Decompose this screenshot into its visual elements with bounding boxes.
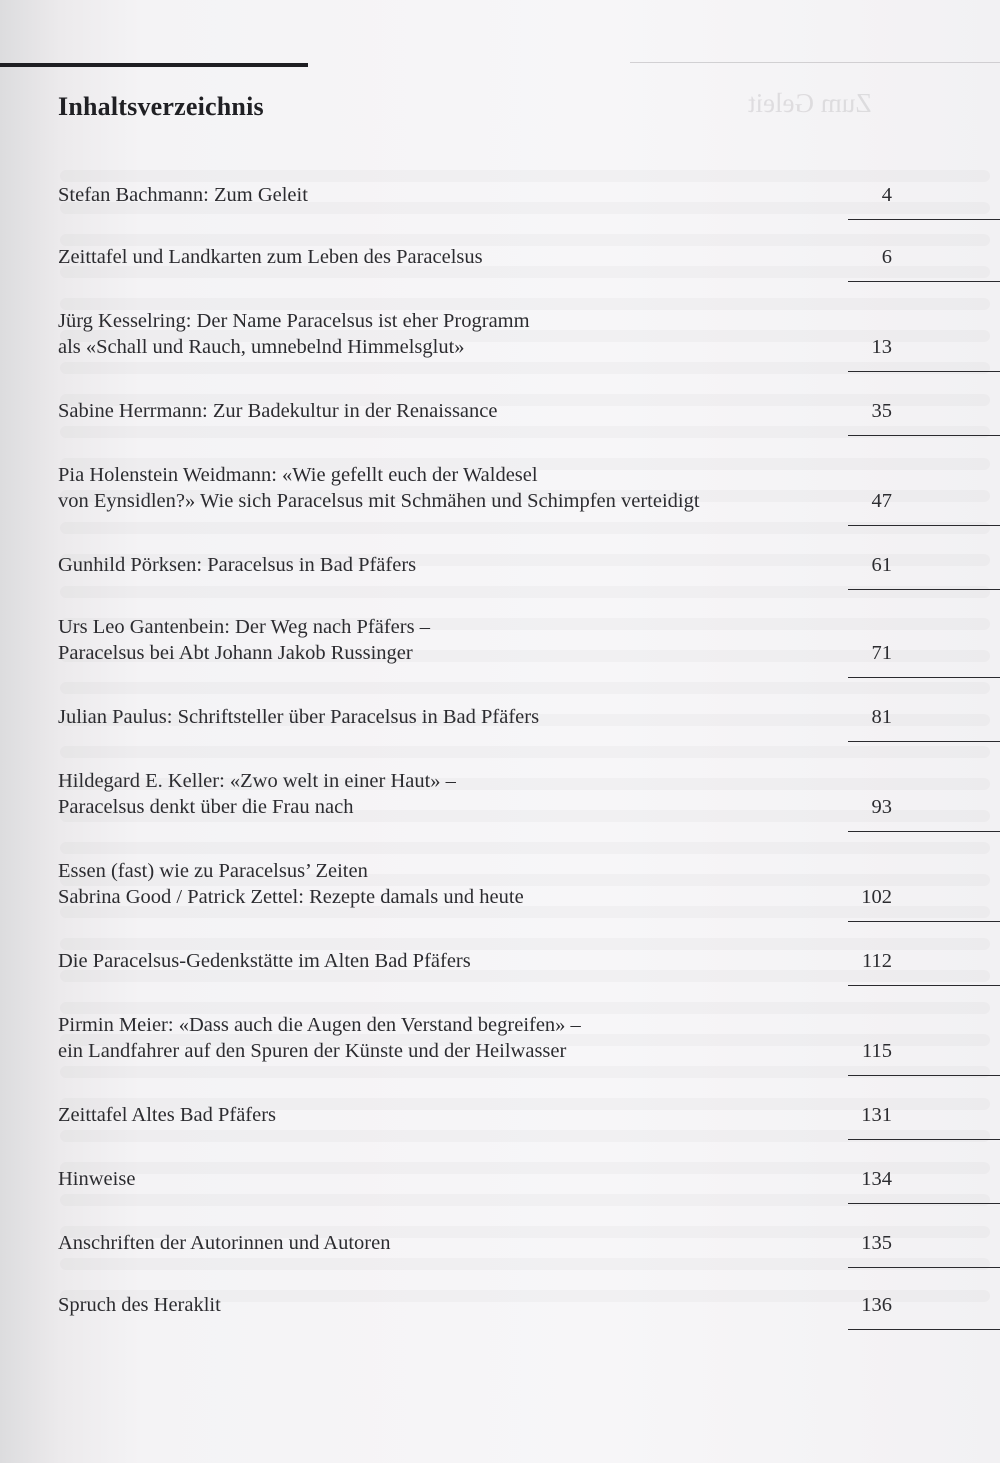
toc-entry-title [58,398,838,424]
page-number-rule [848,525,1000,526]
toc-entry-title [58,768,838,820]
toc-entry-line: Anschriften der Autorinnen und Autoren [58,1232,391,1254]
page-number-rule [848,985,1000,986]
show-through-line [60,682,990,694]
page-number-rule [848,741,1000,742]
page-number-rule [848,1329,1000,1330]
toc-entry-line: Sabine Herrmann: Zur Badekultur in der Renaissance [58,400,498,422]
show-through-line [60,426,990,438]
toc-entry-title [58,244,838,270]
show-through-line [60,522,990,534]
toc-entry-title [58,1102,838,1128]
toc-entry-line: Stefan Bachmann: Zum Geleit [58,184,308,206]
toc-entry-line: Paracelsus denkt über die Frau nach [58,796,354,818]
show-through-line [60,586,990,598]
toc-entry-line: Zeittafel Altes Bad Pfäfers [58,1104,277,1126]
toc-entry [58,1012,1000,1064]
toc-entry-title [58,1166,838,1192]
toc-entry [58,462,1000,514]
toc-entry-line: Hinweise [58,1168,136,1190]
page-number-rule [848,435,1000,436]
toc-entry [58,244,1000,270]
show-through-line [60,1130,990,1142]
page-number-rule [848,677,1000,678]
toc-page-number: 81 [871,706,892,728]
toc-entry-line: Hildegard E. Keller: «Zwo welt in einer Haut» – [58,770,456,792]
toc-page-number: 47 [871,490,892,512]
toc-entry-title [58,308,838,360]
top-rule [0,63,308,67]
toc-entry [58,858,1000,910]
toc-entry-line: Essen (fast) wie zu Paracelsus’ Zeiten [58,860,368,882]
toc-entry [58,398,1000,424]
toc-page-number: 93 [871,796,892,818]
toc-page-number: 61 [871,554,892,576]
toc-entry [58,704,1000,730]
toc-entry-line: ein Landfahrer auf den Spuren der Künste und der Heilwasser [58,1040,567,1062]
toc-entry [58,1292,1000,1318]
toc-entry-line: Zeittafel und Landkarten zum Leben des Paracelsus [58,246,483,268]
toc-entry [58,1166,1000,1192]
toc-page-number: 71 [871,642,892,664]
page-number-rule [848,371,1000,372]
toc-page-number: 112 [862,950,892,972]
toc-page-number: 131 [861,1104,892,1126]
toc-entry-title [58,704,838,730]
page-number-rule [848,1139,1000,1140]
show-through-line [60,842,990,854]
toc-entry-line: Spruch des Heraklit [58,1294,221,1316]
toc-page-number: 4 [881,184,892,206]
toc-entry [58,1102,1000,1128]
toc-entry-title [58,948,838,974]
toc-page-number: 102 [861,886,892,908]
toc-entry-title [58,1012,838,1064]
toc-entry-title [58,1230,838,1256]
toc-entry [58,1230,1000,1256]
toc-page-number: 135 [861,1232,892,1254]
toc-entry-line: von Eynsidlen?» Wie sich Paracelsus mit Schmähen und Schimpfen verteidigt [58,490,700,512]
toc-entry-line: Urs Leo Gantenbein: Der Weg nach Pfäfers – [58,616,430,638]
toc-entry [58,308,1000,360]
toc-page-number: 13 [871,336,892,358]
toc-entry [58,768,1000,820]
page-number-rule [848,1075,1000,1076]
top-hairline [630,62,1000,63]
toc-page-number: 136 [861,1294,892,1316]
toc-entry-line: Die Paracelsus-Gedenkstätte im Alten Bad Pfäfers [58,950,471,972]
page-number-rule [848,1267,1000,1268]
toc-entry-line: Gunhild Pörksen: Paracelsus in Bad Pfäfers [58,554,417,576]
show-through-line [60,170,990,182]
toc-entry [58,552,1000,578]
toc-entry [58,614,1000,666]
toc-entry-title [58,614,838,666]
toc-page-number: 115 [862,1040,892,1062]
toc-entry [58,948,1000,974]
toc-entry-line: Jürg Kesselring: Der Name Paracelsus ist eher Programm [58,310,530,332]
page-title: Inhaltsverzeichnis [58,92,264,121]
toc-entry-line: Pirmin Meier: «Dass auch die Augen den Verstand begreifen» – [58,1014,581,1036]
toc-entry-title [58,858,838,910]
toc-entry-line: Paracelsus bei Abt Johann Jakob Russinger [58,642,413,664]
show-through-line [60,746,990,758]
toc-entry-line: als «Schall und Rauch, umnebelnd Himmelsglut» [58,336,465,358]
show-through-line [60,362,990,374]
show-through-line [60,1194,990,1206]
show-through-line [60,1066,990,1078]
page-number-rule [848,921,1000,922]
toc-entry-line: Pia Holenstein Weidmann: «Wie gefellt euch der Waldesel [58,464,538,486]
toc-entry-title [58,1292,838,1318]
toc-entry-title [58,182,838,208]
page-number-rule [848,219,1000,220]
page-number-rule [848,281,1000,282]
page-number-rule [848,589,1000,590]
toc-entry-line: Sabrina Good / Patrick Zettel: Rezepte damals und heute [58,886,524,908]
toc-entry [58,182,1000,208]
toc-page-number: 35 [871,400,892,422]
page-number-rule [848,831,1000,832]
show-through-title: Zum Geleit [748,88,872,118]
toc-entry-title [58,552,838,578]
toc-entry-line: Julian Paulus: Schriftsteller über Paracelsus in Bad Pfäfers [58,706,540,728]
toc-page-number: 134 [861,1168,892,1190]
show-through-line [60,1258,990,1270]
toc-entry-title [58,462,838,514]
toc-page-number: 6 [881,246,892,268]
page-number-rule [848,1203,1000,1204]
